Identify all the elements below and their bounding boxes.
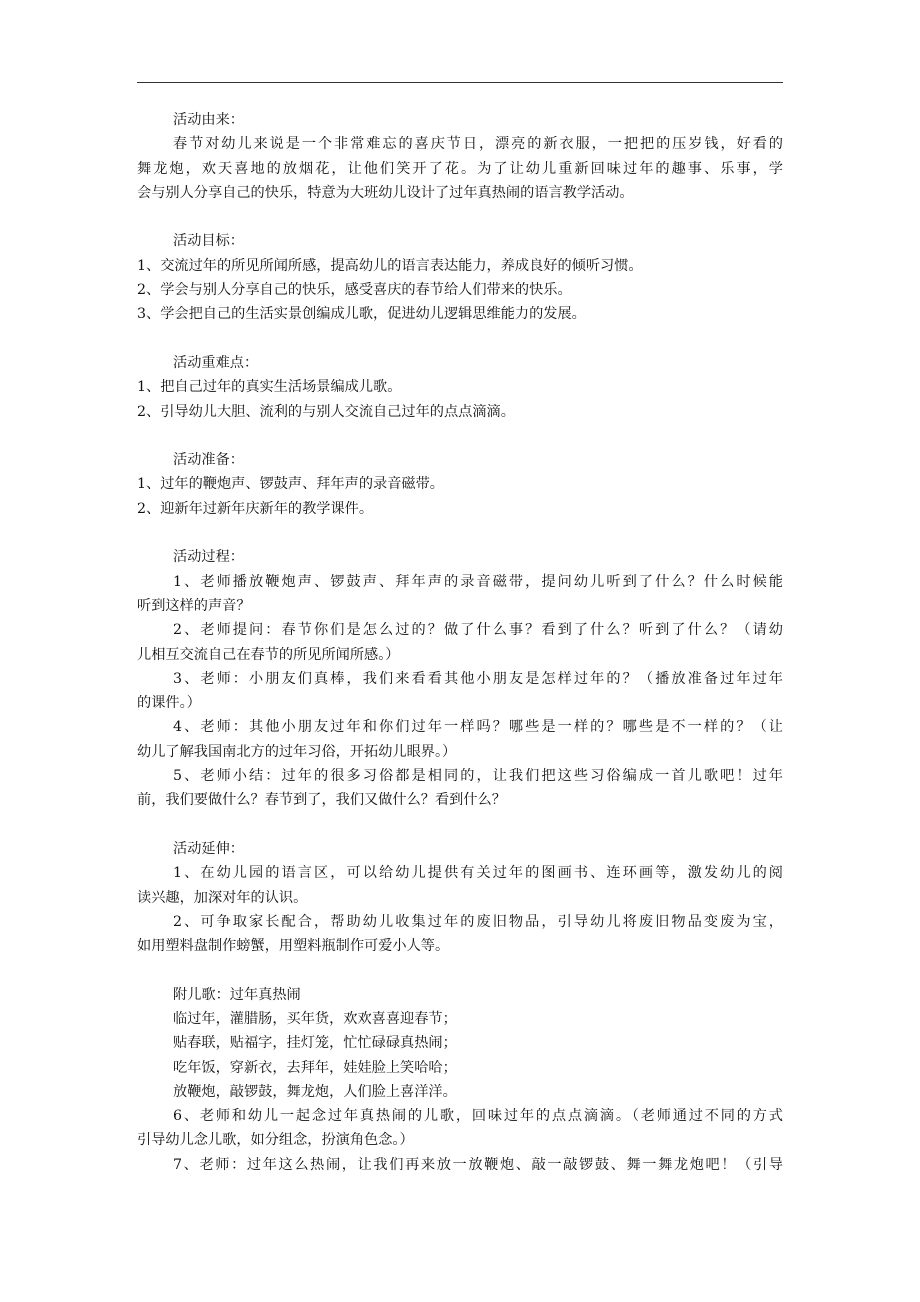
spacer [137, 424, 783, 448]
song-line: 临过年，灌腊肠，买年货，欢欢喜喜迎春节； [173, 1010, 457, 1027]
list-item-cont: 幼儿了解我国南北方的过年习俗，开拓幼儿眼界。） [137, 743, 457, 760]
list-item-cont: 引导幼儿念儿歌，如分组念，扮演角色念。） [137, 1132, 414, 1149]
list-item: 2、老师提问：春节你们是怎么过的？做了什么事？看到了什么？听到了什么？（请幼 [173, 622, 783, 639]
list-item: 1、老师播放鞭炮声、锣鼓声、拜年声的录音磁带，提问幼儿听到了什么？什么时候能 [173, 573, 783, 590]
list-item: 4、老师：其他小朋友过年和你们过年一样吗？哪些是一样的？哪些是不一样的？（让 [173, 719, 783, 736]
spacer [137, 521, 783, 545]
section-heading-origin: 活动由来： [173, 112, 244, 128]
list-item: 1、交流过年的所见所闻所感，提高幼儿的语言表达能力，养成良好的倾听习惯。 [137, 257, 643, 274]
paragraph-line: 会与别人分享自己的快乐，特意为大班幼儿设计了过年真热闹的语言教学活动。 [137, 184, 634, 201]
list-item: 2、迎新年过新年庆新年的教学课件。 [137, 500, 374, 517]
list-item-cont: 如用塑料盘制作螃蟹，用塑料瓶制作可爱小人等。 [137, 938, 450, 955]
paragraph-line: 春节对幼儿来说是一个非常难忘的喜庆节日，漂亮的新衣服，一把把的压岁钱，好看的 [173, 136, 783, 153]
list-item: 3、老师：小朋友们真棒，我们来看看其他小朋友是怎样过年的？（播放准备过年过年 [173, 670, 783, 687]
paragraph-line: 舞龙炮，欢天喜地的放烟花，让他们笑开了花。为了让幼儿重新回味过年的趣事、乐事，学 [137, 160, 783, 177]
section-heading-extension: 活动延伸： [173, 840, 244, 857]
list-item: 3、学会把自己的生活实景创编成儿歌，促进幼儿逻辑思维能力的发展。 [137, 306, 586, 323]
list-item-cont: 前，我们要做什么？春节到了，我们又做什么？看到什么？ [137, 792, 506, 809]
section-heading-prep: 活动准备： [173, 452, 244, 469]
list-item-cont: 的课件。） [137, 695, 201, 712]
section-heading-keypoints: 活动重难点： [173, 354, 259, 371]
list-item: 6、老师和幼儿一起念过年真热闹的儿歌，回味过年的点点滴滴。（老师通过不同的方式 [173, 1108, 783, 1125]
header-rule [137, 82, 783, 83]
spacer [137, 958, 783, 982]
list-item-cont: 读兴趣，加深对年的认识。 [137, 889, 308, 906]
document-body [137, 108, 783, 1177]
list-item-cont: 儿相互交流自己在春节的所见所闻所感。） [137, 646, 400, 663]
section-heading-process: 活动过程： [173, 549, 244, 566]
song-line: 吃年饭，穿新衣，去拜年，娃娃脸上笑哈哈； [173, 1059, 457, 1076]
spacer [137, 205, 783, 229]
section-heading-goals: 活动目标： [173, 233, 244, 250]
list-item-cont: 听到这样的声音？ [137, 597, 251, 614]
list-item: 7、老师：过年这么热闹，让我们再来放一放鞭炮、敲一敲锣鼓、舞一舞龙炮吧！（引导 [173, 1156, 783, 1173]
list-item: 2、学会与别人分享自己的快乐，感受喜庆的春节给人们带来的快乐。 [137, 282, 572, 299]
list-item: 2、可争取家长配合，帮助幼儿收集过年的废旧物品，引导幼儿将废旧物品变废为宝， [173, 913, 783, 930]
list-item: 1、在幼儿园的语言区，可以给幼儿提供有关过年的图画书、连环画等，激发幼儿的阅 [173, 865, 783, 882]
list-item: 1、过年的鞭炮声、锣鼓声、拜年声的录音磁带。 [137, 476, 444, 493]
song-line: 放鞭炮，敲锣鼓，舞龙炮，人们脸上喜洋洋。 [173, 1083, 457, 1100]
list-item: 2、引导幼儿大胆、流利的与别人交流自己过年的点点滴滴。 [137, 403, 515, 420]
spacer [137, 813, 783, 837]
song-title: 附儿歌：过年真热闹 [173, 986, 301, 1003]
list-item: 5、老师小结：过年的很多习俗都是相同的，让我们把这些习俗编成一首儿歌吧！过年 [173, 768, 783, 785]
song-line: 贴春联，贴福字，挂灯笼，忙忙碌碌真热闹； [173, 1035, 457, 1052]
list-item: 1、把自己过年的真实生活场景编成儿歌。 [137, 379, 402, 396]
spacer [137, 327, 783, 351]
